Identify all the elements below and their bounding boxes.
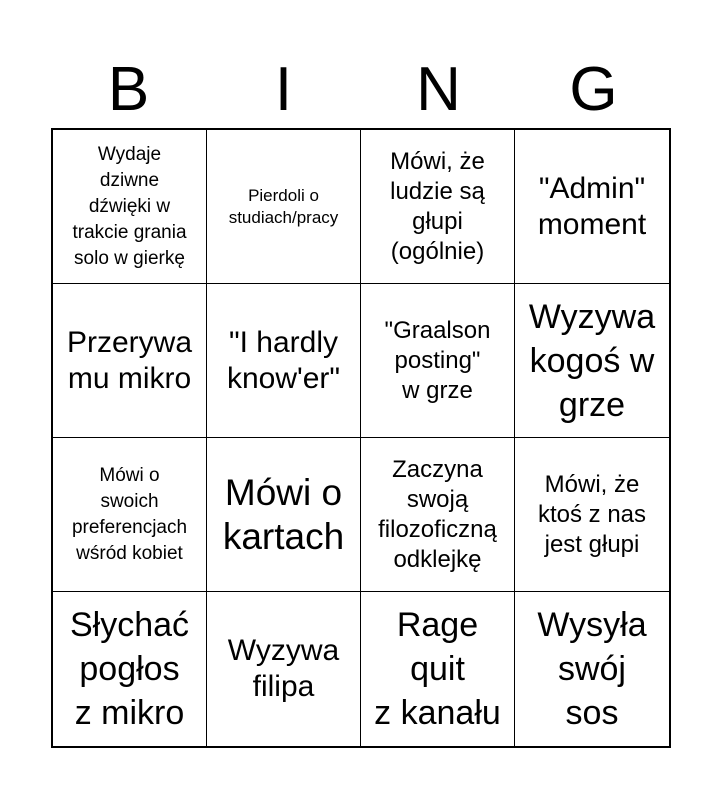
cell-text: Zaczyna swoją filozoficzną odklejkę <box>378 455 497 573</box>
cell-text: Mówi o swoich preferencjach wśród kobiet <box>71 464 188 564</box>
cell-text: Wyzywa filipa <box>227 634 340 703</box>
bingo-cell[interactable] <box>207 592 361 746</box>
bingo-cell[interactable] <box>53 130 207 284</box>
cell-text: Wyzywa kogoś w grze <box>528 297 656 424</box>
header-letter-b: B <box>107 55 150 124</box>
cell-text: Mówi, że ludzie są głupi (ogólnie) <box>390 147 485 265</box>
cell-text: Rage quit z kanału <box>374 606 501 732</box>
header-letter-i: I <box>274 55 293 124</box>
bingo-cell[interactable] <box>515 438 669 592</box>
bingo-cell[interactable] <box>53 284 207 438</box>
bingo-cell[interactable] <box>361 592 515 746</box>
bingo-cell[interactable] <box>515 592 669 746</box>
bingo-grid <box>51 128 671 748</box>
bingo-cell[interactable] <box>361 438 515 592</box>
bingo-cell[interactable] <box>53 592 207 746</box>
header-letter-n: N <box>416 55 461 124</box>
bingo-cell[interactable] <box>53 438 207 592</box>
cell-text: "Admin" moment <box>537 171 647 241</box>
bingo-cell[interactable] <box>207 130 361 284</box>
cell-text: Słychać pogłos z mikro <box>69 606 190 732</box>
cell-text: "I hardly know'er" <box>226 325 341 395</box>
bingo-cell[interactable] <box>207 284 361 438</box>
bingo-cell[interactable] <box>361 284 515 438</box>
bingo-header <box>51 52 671 128</box>
cell-text: Wydaje dziwne dźwięki w trakcie grania solo w gierkę <box>72 143 187 269</box>
bingo-cell[interactable] <box>515 130 669 284</box>
cell-text: Wysyła swój sos <box>537 606 647 732</box>
bingo-cell[interactable] <box>207 438 361 592</box>
header-letter-g: G <box>569 55 618 124</box>
cell-text: Pierdoli o studiach/pracy <box>228 185 339 227</box>
cell-text: Przerywa mu mikro <box>66 325 193 395</box>
cell-text: Mówi, że ktoś z nas jest głupi <box>537 470 647 558</box>
cell-text: Mówi o kartach <box>222 471 345 557</box>
bingo-cell[interactable] <box>361 130 515 284</box>
bingo-cell[interactable] <box>515 284 669 438</box>
cell-text: "Graalson posting" w grze <box>384 316 491 404</box>
